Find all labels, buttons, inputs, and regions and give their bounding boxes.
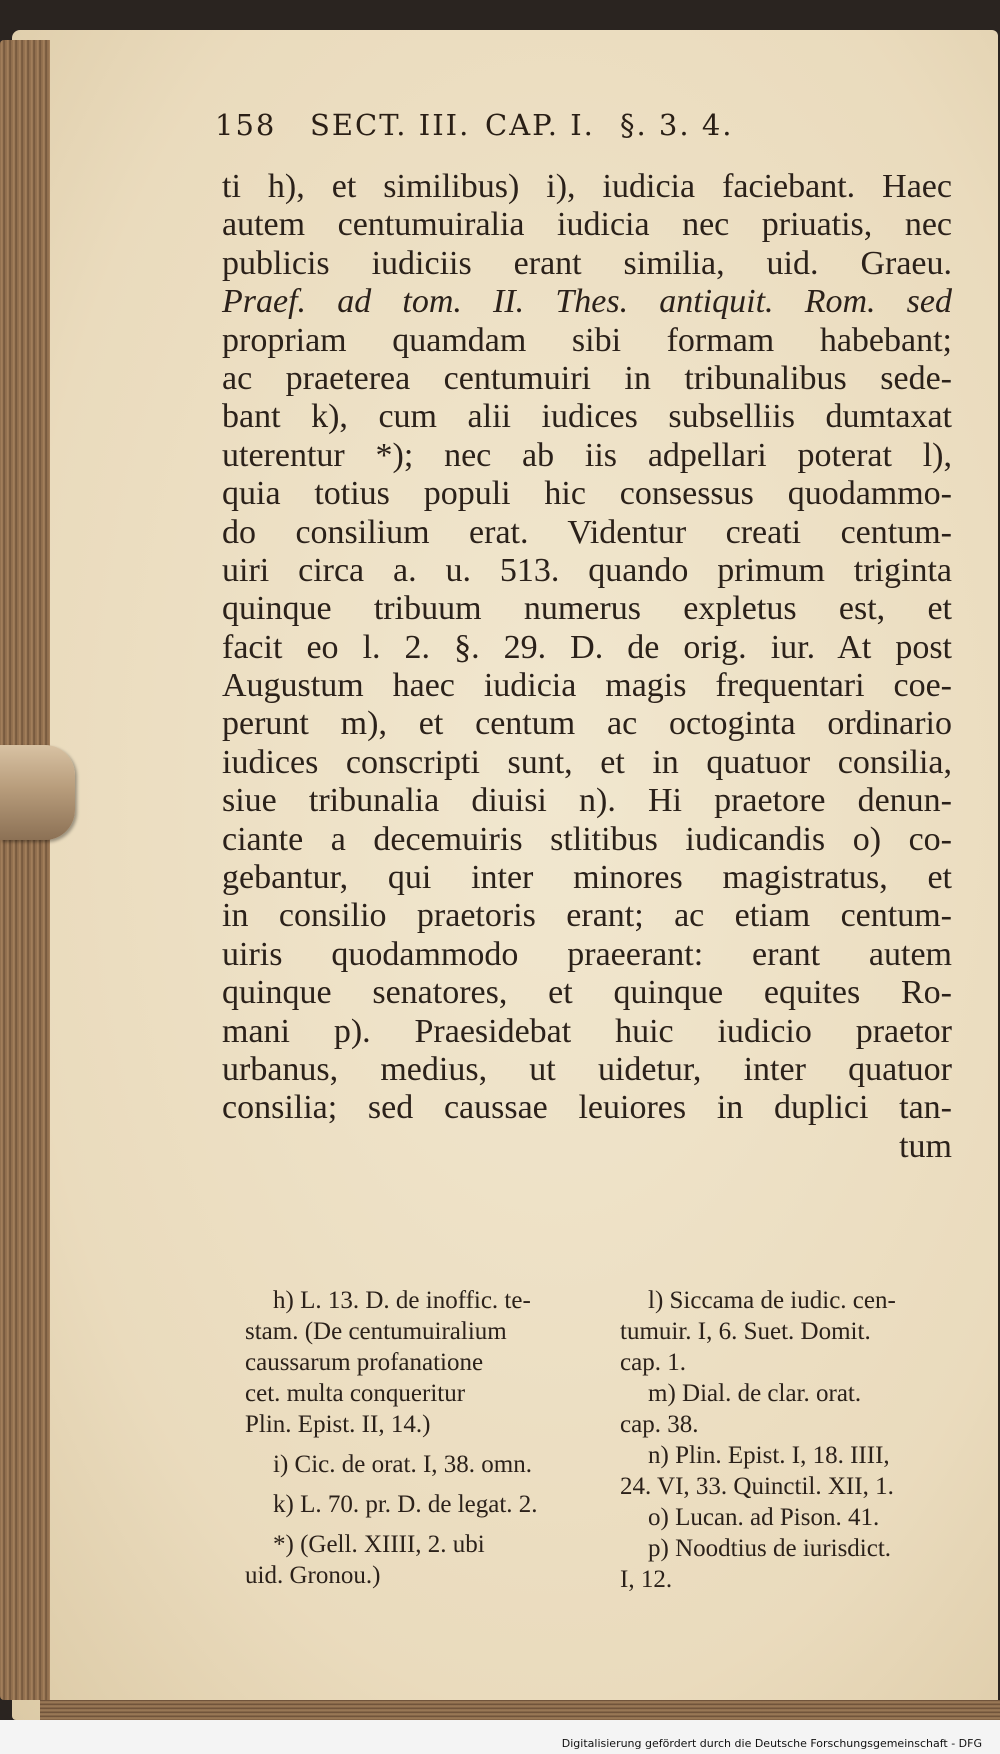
text-line: uiri circa a. u. 513. quando primum triginta	[222, 551, 952, 589]
footnotes-right-column	[620, 1285, 960, 1595]
footnote-line: uid. Gronou.)	[245, 1562, 381, 1589]
text-line: do consilium erat. Videntur creati centum-	[222, 513, 952, 551]
text-line: propriam quamdam sibi formam habebant;	[222, 321, 952, 359]
text-line: Augustum haec iudicia magis frequentari coe-	[222, 667, 952, 705]
footnote-line: stam. (De centumuiralium	[245, 1318, 507, 1345]
paragraph-label: §. 3. 4.	[620, 108, 734, 142]
text-line: facit eo l. 2. §. 29. D. de orig. iur. At post	[222, 628, 952, 666]
text-line: ti h), et similibus) i), iudicia faciebant. Haec	[222, 168, 952, 205]
text-line: urbanus, medius, ut uidetur, inter quatuor	[222, 1050, 952, 1088]
footnote-line: caussarum profanatione	[245, 1349, 484, 1376]
text-line: bant k), cum alii iudices subselliis dumtaxat	[222, 398, 952, 436]
footnote-line: cap. 1.	[620, 1349, 686, 1376]
text-line: quinque senatores, et quinque equites Ro-	[222, 974, 952, 1012]
chapter-label: CAP. I.	[485, 108, 595, 142]
book-fore-edge	[0, 40, 50, 1700]
text-line: Praef. ad tom. II. Thes. antiquit. Rom. sed	[222, 283, 952, 321]
footnote-line: k) L. 70. pr. D. de legat. 2.	[273, 1491, 538, 1518]
main-text	[222, 168, 952, 1166]
text-line: gebantur, qui inter minores magistratus, et	[222, 859, 952, 897]
footnote-line: 24. VI, 33. Quinctil. XII, 1.	[620, 1473, 894, 1500]
text-line: autem centumuiralia iudicia nec priuatis, nec	[222, 206, 952, 244]
footnote-line: cap. 38.	[620, 1411, 699, 1438]
text-line: uiris quodammodo praeerant: erant autem	[222, 935, 952, 973]
text-line: iudices conscripti sunt, et in quatuor consilia,	[222, 743, 952, 781]
footnote-line: n) Plin. Epist. I, 18. IIII,	[648, 1442, 890, 1469]
footnote-line: tumuir. I, 6. Suet. Domit.	[620, 1318, 871, 1345]
page-number: 158	[215, 108, 277, 142]
footnote-line: I, 12.	[620, 1566, 673, 1593]
text-line: in consilio praetoris erant; ac etiam centum-	[222, 897, 952, 935]
section-label: SECT. III.	[310, 108, 471, 142]
footnote-line: p) Noodtius de iurisdict.	[648, 1535, 892, 1562]
footnote-line: Plin. Epist. II, 14.)	[245, 1411, 431, 1438]
footnote-line: m) Dial. de clar. orat.	[648, 1380, 862, 1407]
footnote-line: i) Cic. de orat. I, 38. omn.	[273, 1451, 532, 1478]
footnote-line: h) L. 13. D. de inoffic. te-	[273, 1287, 531, 1314]
text-line: publicis iudiciis erant similia, uid. Graeu.	[222, 244, 952, 282]
running-head	[215, 108, 855, 152]
footnote-line: l) Siccama de iudic. cen-	[648, 1287, 896, 1314]
footnotes-left-column	[245, 1285, 590, 1591]
text-line: ciante a decemuiris stlitibus iudicandis o) co-	[222, 820, 952, 858]
book-clasp	[0, 745, 75, 840]
footnote-line: o) Lucan. ad Pison. 41.	[648, 1504, 880, 1531]
text-line: mani p). Praesidebat huic iudicio praetor	[222, 1012, 952, 1050]
text-line: consilia; sed caussae leuiores in duplici tan-	[222, 1089, 952, 1127]
text-line: uterentur *); nec ab iis adpellari poterat l),	[222, 436, 952, 474]
digitization-credit: Digitalisierung gefördert durch die Deutsche Forschungsgemeinschaft - DFG	[561, 1737, 982, 1750]
text-line: quia totius populi hic consessus quodammo-	[222, 475, 952, 513]
text-line: quinque tribuum numerus expletus est, et	[222, 590, 952, 628]
text-line: siue tribunalia diuisi n). Hi praetore denun-	[222, 782, 952, 820]
catchword: tum	[899, 1127, 952, 1165]
footnote-line: cet. multa conqueritur	[245, 1380, 466, 1407]
footnote-line: *) (Gell. XIIII, 2. ubi	[273, 1531, 485, 1558]
text-line: ac praeterea centumuiri in tribunalibus sede-	[222, 359, 952, 397]
book-bottom-edge	[40, 1700, 1000, 1720]
text-line: perunt m), et centum ac octoginta ordinario	[222, 705, 952, 743]
